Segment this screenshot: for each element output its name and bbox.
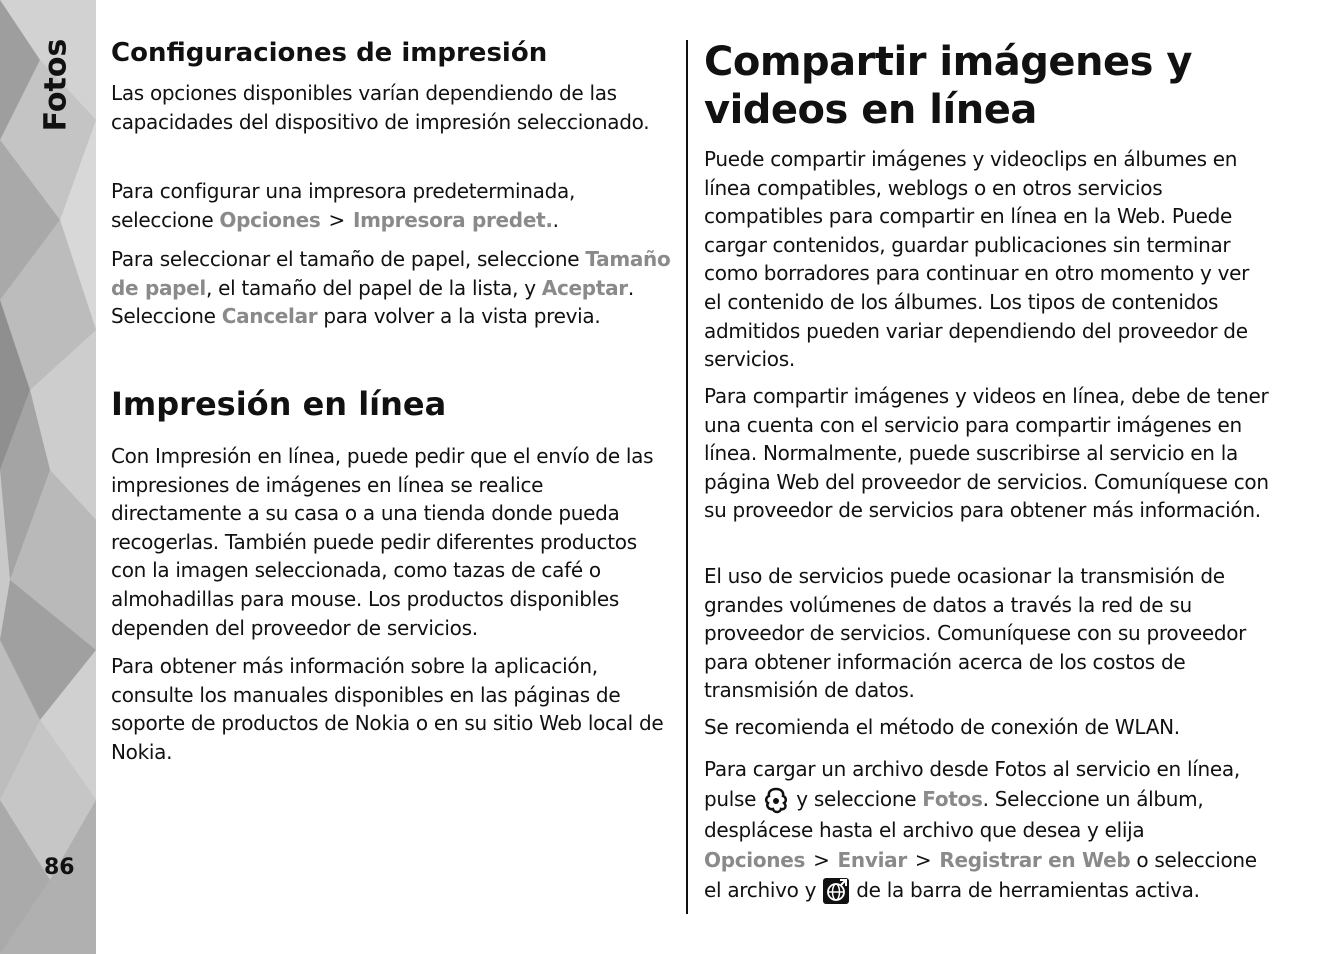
menu-key-icon xyxy=(762,787,790,815)
menu-option-tamano-papel: Tamaño de papel xyxy=(111,247,671,300)
section-sidebar xyxy=(0,0,96,954)
text: Para cargar un archivo desde Fotos al servicio en línea, pulse xyxy=(704,757,1240,811)
menu-option-impresora-predet: Impresora predet. xyxy=(352,207,553,232)
paragraph-print-options: Las opciones disponibles varían dependiendo de las capacidades del dispositivo de impresión seleccionado. xyxy=(111,81,650,134)
heading-share-online: Compartir imágenes y videos en línea xyxy=(704,39,1192,133)
menu-option-opciones: Opciones xyxy=(219,207,321,232)
menu-option-cancelar: Cancelar xyxy=(221,304,318,329)
heading-online-printing: Impresión en línea xyxy=(111,385,447,423)
menu-option-aceptar: Aceptar xyxy=(541,275,628,300)
paragraph-online-printing: Con Impresión en línea, puede pedir que el envío de las impresiones de imágenes en línea se realice directamente a su casa o a una tienda donde pueda recogerlas. También puede pedir diferentes productos con la imagen seleccionada, como tazas de café o almohadillas para mouse. Los productos disponibles dependen del proveedor de servicios. xyxy=(111,444,654,640)
paragraph-account: Para compartir imágenes y videos en línea, debe de tener una cuenta con el servicio para compartir imágenes en línea. Normalmente, puede suscribirse al servicio en la página Web del proveedor de servicios. Comuníquese con su proveedor de servicios para obtener más información. xyxy=(704,384,1269,523)
text: . xyxy=(552,207,559,232)
menu-separator: > xyxy=(328,207,345,232)
text: . Seleccione xyxy=(111,275,634,329)
text: , el tamaño del papel de la lista, y xyxy=(206,275,542,300)
paragraph-more-info: Para obtener más información sobre la aplicación, consulte los manuales disponibles en las páginas de soporte de productos de Nokia o en su sitio Web local de Nokia. xyxy=(111,654,664,764)
paragraph-default-printer xyxy=(111,177,677,234)
menu-option-opciones: Opciones xyxy=(704,847,806,872)
section-tab xyxy=(30,30,82,140)
menu-separator: > xyxy=(813,847,830,872)
text: y seleccione xyxy=(790,787,923,811)
paragraph-share-intro: Puede compartir imágenes y videoclips en álbumes en línea compatibles, weblogs o en otros servicios compatibles para compartir en línea en la Web. Puede cargar contenidos, guardar publicaciones sin terminar como borradores para continuar en otro momento y ver el contenido de los álbumes. Los tipos de contenidos admitidos pueden variar dependiendo del proveedor de servicios. xyxy=(704,147,1250,372)
paragraph-wlan: Se recomienda el método de conexión de WLAN. xyxy=(704,715,1180,739)
paragraph-upload-steps xyxy=(704,754,1270,905)
text: de la barra de herramientas activa. xyxy=(850,877,1200,902)
section-label: Fotos xyxy=(38,38,74,132)
web-upload-icon xyxy=(822,877,850,905)
menu-option-registrar-en-web: Registrar en Web xyxy=(939,847,1131,872)
text: Para seleccionar el tamaño de papel, seleccione xyxy=(111,247,586,271)
paragraph-paper-size xyxy=(111,245,677,331)
heading-print-settings: Configuraciones de impresión xyxy=(111,38,548,68)
menu-option-fotos: Fotos xyxy=(922,787,983,811)
page-number: 86 xyxy=(44,855,75,880)
menu-option-enviar: Enviar xyxy=(837,847,907,872)
paragraph-data-costs: El uso de servicios puede ocasionar la transmisión de grandes volúmenes de datos a través la red de su proveedor de servicios. Comuníquese con su proveedor para obtener información acerca de los costos de transmisión de datos. xyxy=(704,564,1247,703)
menu-separator: > xyxy=(914,847,932,872)
text: para volver a la vista previa. xyxy=(317,304,601,329)
text: Para configurar una impresora predeterminada, seleccione xyxy=(111,179,576,232)
text: . Seleccione un álbum, desplácese hasta el archivo que desea y elija xyxy=(704,787,1204,842)
sidebar-background xyxy=(0,0,96,954)
text: o seleccione el archivo y xyxy=(704,847,1257,902)
column-divider xyxy=(686,40,688,914)
